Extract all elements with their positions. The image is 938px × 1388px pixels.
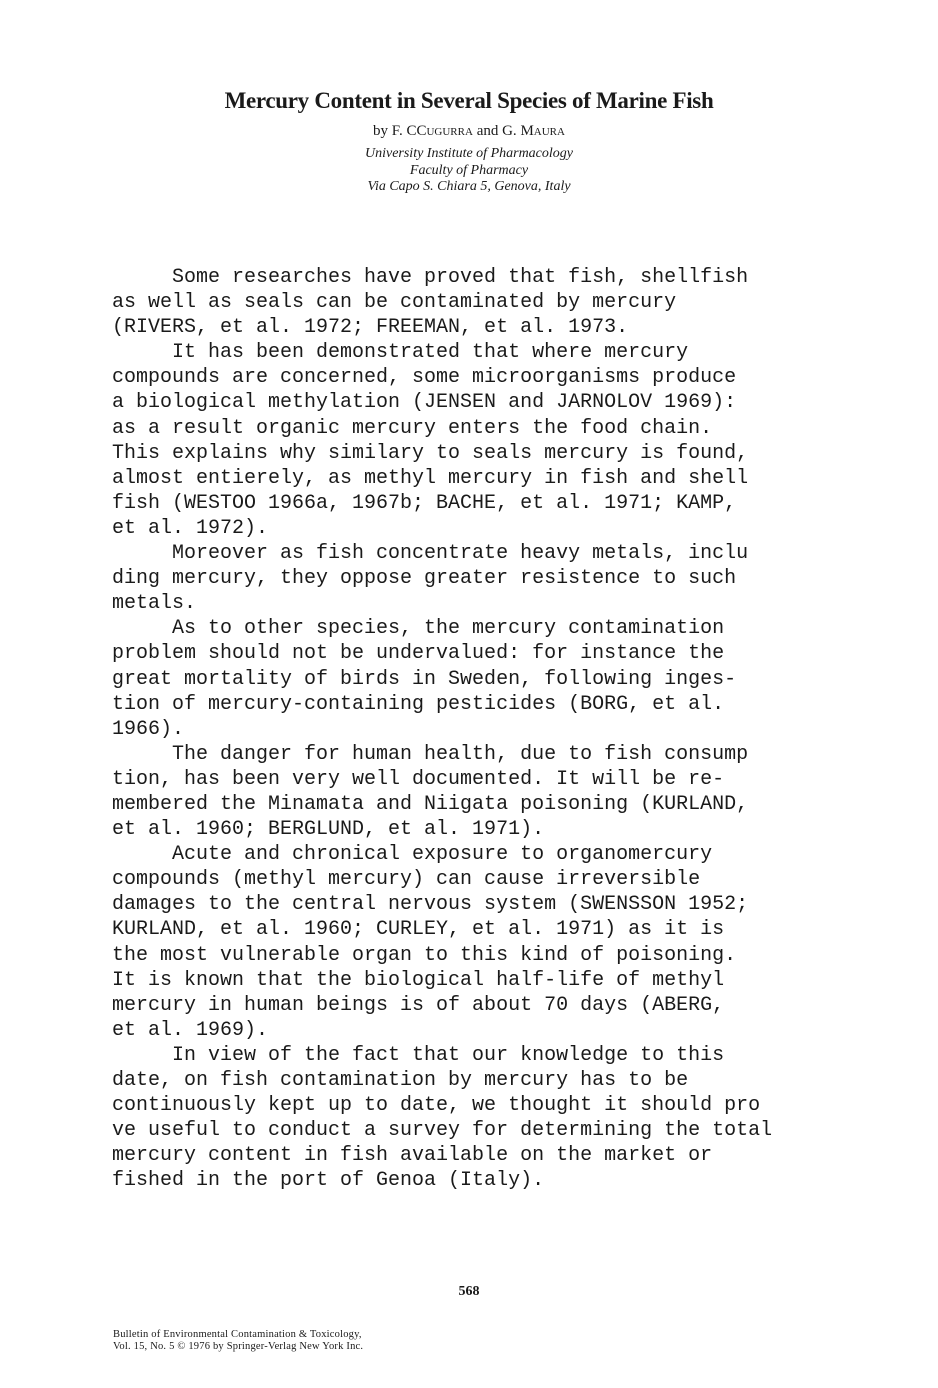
body-line: mercury content in fish available on the market or <box>112 1144 713 1168</box>
body-line: tion, has been very well documented. It will be re- <box>112 767 725 791</box>
affiliation-line: Faculty of Pharmacy <box>409 162 529 178</box>
body-line: the most vulnerable organ to this kind of poisoning. <box>112 943 737 967</box>
body-line: As to other species, the mercury contamination <box>112 617 725 641</box>
body-line: compounds are concerned, some microorganisms produce <box>112 366 737 390</box>
author-1-name: CCugurra <box>406 123 473 139</box>
article-body <box>112 265 832 1193</box>
citation-line: Vol. 15, No. 5 © 1976 by Springer-Verlag New York Inc. <box>113 1341 364 1352</box>
body-line: continuously kept up to date, we thought it should pro <box>112 1094 761 1118</box>
body-line: Moreover as fish concentrate heavy metals, inclu <box>112 542 749 566</box>
affiliation <box>0 146 938 196</box>
body-line: KURLAND, et al. 1960; CURLEY, et al. 1971) as it is <box>112 918 725 942</box>
body-line: Some researches have proved that fish, shellfish <box>112 266 749 289</box>
byline-and: and G. <box>472 123 521 139</box>
body-line: et al. 1972). <box>112 516 269 540</box>
affiliation-line: University Institute of Pharmacology <box>364 146 574 161</box>
body-line: (RIVERS, et al. 1972; FREEMAN, et al. 1973. <box>112 316 629 340</box>
journal-citation <box>113 1329 363 1353</box>
body-line: mercury in human beings is of about 70 days (ABERG, <box>112 993 725 1017</box>
author-2-name: Maura <box>520 123 565 139</box>
author-1-name-rest: Cugurra <box>416 123 473 139</box>
body-line: et al. 1960; BERGLUND, et al. 1971). <box>112 818 545 842</box>
body-line: date, on fish contamination by mercury has to be <box>112 1069 689 1092</box>
citation-line: Bulletin of Environmental Contamination & Toxicology, <box>113 1329 362 1340</box>
body-line: 1966). <box>112 717 185 741</box>
body-line: This explains why similary to seals mercury is found, <box>112 441 749 465</box>
body-line: It has been demonstrated that where mercury <box>112 341 689 365</box>
byline <box>0 123 938 140</box>
body-line: a biological methylation (JENSEN and JARNOLOV 1969): <box>112 391 737 415</box>
body-line: problem should not be undervalued: for instance the <box>112 642 725 666</box>
body-line: tion of mercury-containing pesticides (BORG, et al. <box>112 692 725 716</box>
body-line: as well as seals can be contaminated by mercury <box>112 291 677 315</box>
body-line: Acute and chronical exposure to organomercury <box>112 843 713 867</box>
body-line: ding mercury, they oppose greater resistence to such <box>112 567 737 591</box>
body-line: It is known that the biological half-life of methyl <box>112 968 725 992</box>
body-line: as a result organic mercury enters the food chain. <box>112 416 713 440</box>
body-line: ve useful to conduct a survey for determining the total <box>112 1119 773 1143</box>
body-line: great mortality of birds in Sweden, following inges- <box>112 667 737 691</box>
body-line: fished in the port of Genoa (Italy). <box>112 1169 545 1193</box>
body-line: compounds (methyl mercury) can cause irreversible <box>112 868 701 892</box>
article-title: Mercury Content in Several Species of Marine Fish <box>224 88 714 113</box>
affiliation-line: Via Capo S. Chiara 5, Genova, Italy <box>367 179 571 194</box>
page-number: 568 <box>458 1284 480 1299</box>
body-line: metals. <box>112 592 197 616</box>
body-line: almost entierely, as methyl mercury in fish and shell <box>112 466 749 490</box>
body-line: In view of the fact that our knowledge to this <box>112 1043 725 1067</box>
body-line: et al. 1969). <box>112 1018 269 1042</box>
byline-by: by F. <box>373 123 407 139</box>
body-line: membered the Minamata and Niigata poisoning (KURLAND, <box>112 792 749 816</box>
body-line: damages to the central nervous system (SWENSSON 1952; <box>112 893 749 917</box>
body-line: The danger for human health, due to fish consump <box>112 742 749 766</box>
body-line: fish (WESTOO 1966a, 1967b; BACHE, et al. 1971; KAMP, <box>112 491 737 515</box>
